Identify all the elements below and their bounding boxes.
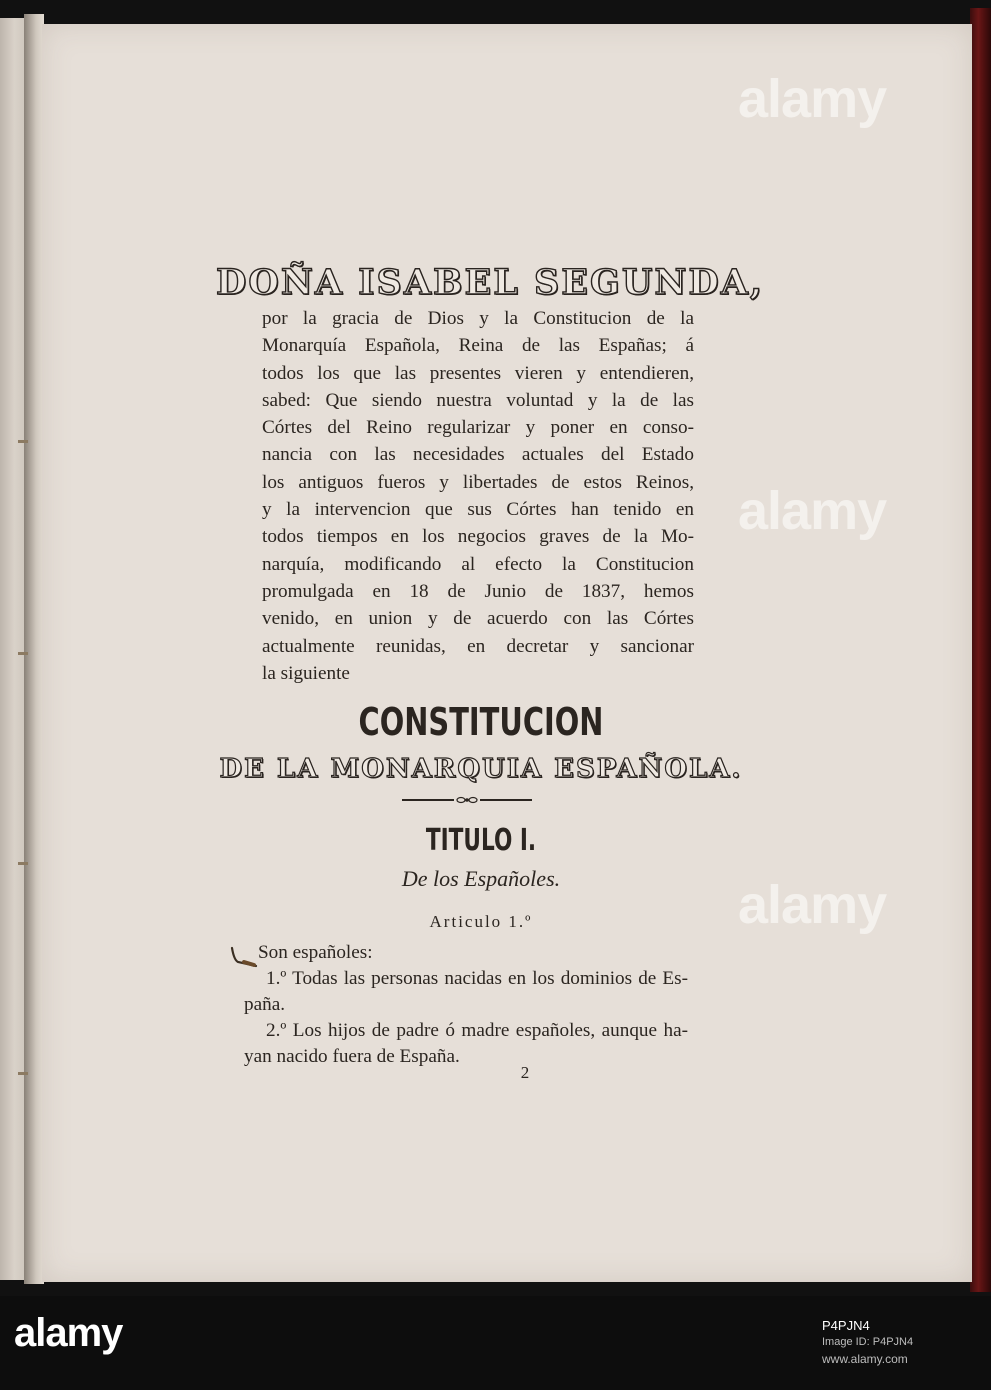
binding-stitch	[18, 862, 28, 865]
body-line: venido, en union y de acuerdo con las Córtes	[262, 608, 694, 630]
watermark: alamy	[738, 481, 887, 541]
body-line: Córtes del Reino regularizar y poner en conso-	[262, 417, 694, 439]
body-line: por la gracia de Dios y la Constitucion de la	[262, 308, 694, 329]
article-line: paña.	[244, 994, 286, 1015]
body-line: todos tiempos en los negocios graves de la Mo-	[262, 526, 694, 548]
body-line: y la intervencion que sus Córtes han tenido en	[262, 499, 694, 521]
watermark: alamy	[738, 875, 887, 935]
article-line: yan nacido fuera de España.	[244, 1046, 460, 1067]
body-line: nancia con las necesidades actuales del Estado	[262, 444, 694, 466]
article-line: 1.º Todas las personas nacidas en los dominios de Es-	[266, 968, 688, 989]
body-line: promulgada en 18 de Junio de 1837, hemos	[262, 580, 694, 602]
titulo-subtitle: De los Españoles.	[401, 866, 561, 891]
body-line: narquía, modificando al efecto la Constitucion	[262, 553, 694, 575]
article-line: 2.º Los hijos de padre ó madre españoles, aunque ha-	[266, 1020, 688, 1041]
red-cover-edge	[970, 8, 991, 1292]
article-body	[244, 940, 688, 1070]
ornament-divider	[402, 796, 532, 804]
body-line: actualmente reunidas, en decretar y sancionar	[262, 635, 694, 657]
watermark: alamy	[738, 69, 887, 129]
footer-url: www.alamy.com	[822, 1352, 908, 1366]
proclamation-body	[262, 305, 694, 687]
page-number: 2	[520, 1063, 530, 1082]
body-line: sabed: Que siendo nuestra voluntad y la de las	[262, 389, 694, 411]
binding-stitch	[18, 1072, 28, 1075]
body-line: los antiguos fueros y libertades de estos Reinos,	[262, 471, 694, 493]
body-line: la siguiente	[262, 662, 350, 684]
body-line: todos los que las presentes vieren y entendieren,	[262, 362, 694, 384]
article-line: Son españoles:	[258, 942, 373, 963]
footer-logo: alamy	[14, 1311, 123, 1355]
previous-page-edge	[0, 18, 26, 1280]
articulo-heading: Articulo 1.º	[429, 912, 533, 931]
binding-stitch	[18, 440, 28, 443]
image-id-label: Image ID: P4PJN4	[822, 1336, 914, 1348]
proclamation-heading: DOÑA ISABEL SEGUNDA,	[216, 262, 765, 303]
book-gutter	[24, 14, 44, 1284]
body-line: Monarquía Española, Reina de las Españas; á	[262, 335, 694, 357]
constitution-title: CONSTITUCION	[358, 700, 604, 744]
image-id: P4PJN4	[822, 1318, 870, 1333]
binding-stitch	[18, 652, 28, 655]
titulo-heading: TITULO I.	[425, 823, 537, 858]
constitution-subtitle: DE LA MONARQUIA ESPAÑOLA.	[219, 754, 743, 784]
